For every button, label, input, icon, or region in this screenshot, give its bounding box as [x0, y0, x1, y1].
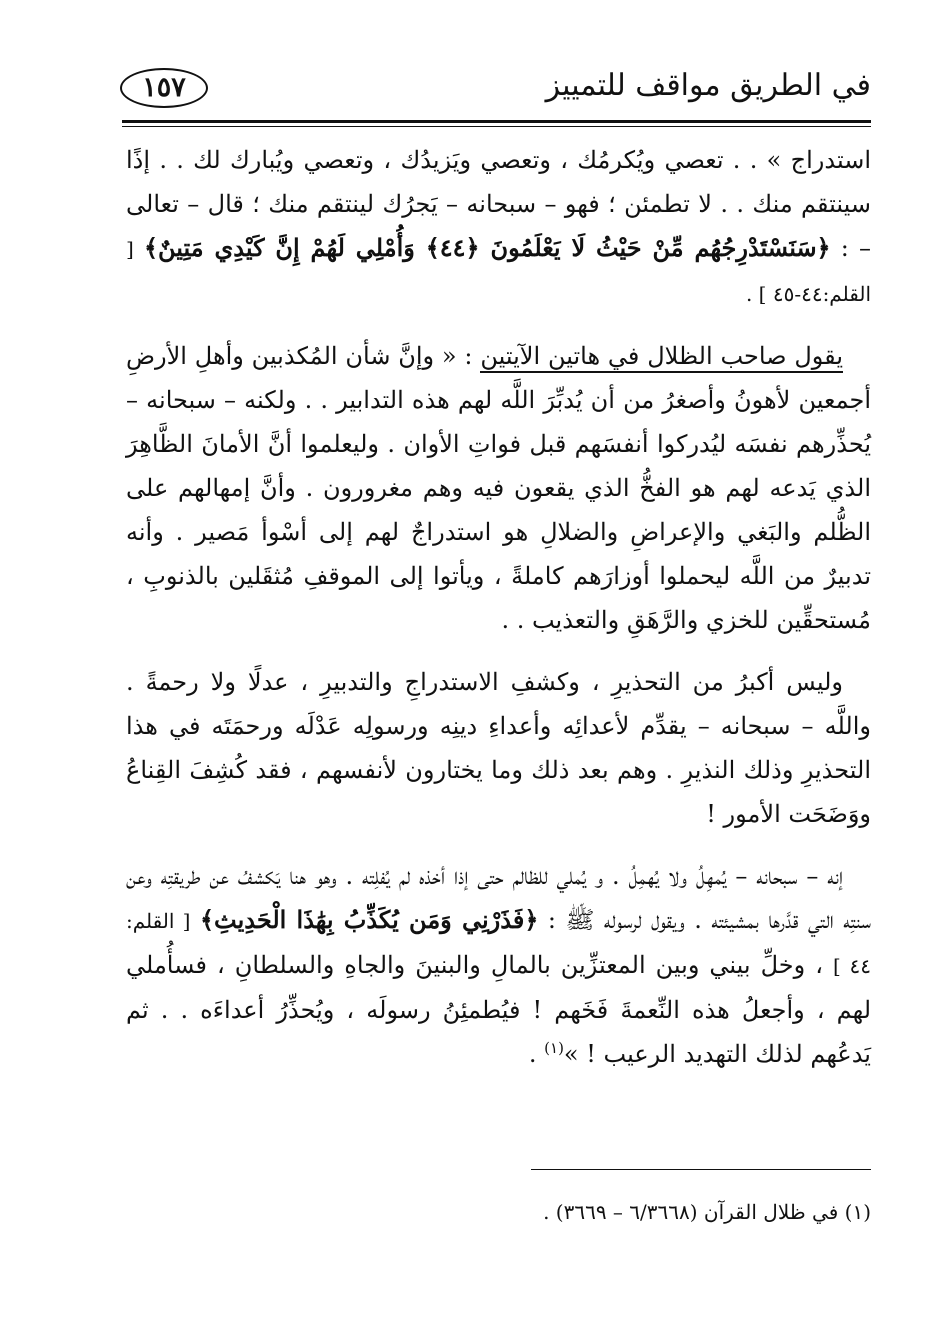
footnote-rule: [531, 1169, 871, 1170]
paragraph-4: [126, 854, 871, 1076]
verse-reference: [ القلم: ٤٤ ]: [126, 909, 871, 978]
body-text: [126, 138, 871, 1076]
paragraph-1-text: استدراج » . . تعصي ويُكرمُك ، وتعصي ويَزيدُك ، وتعصي ويُبارك لك . . إذًا سينتقم منك . . لا تطمئن ؛ فهو – سبحانه – يَجرُك لينتقم منك ؛ قال – تعالى – :: [126, 146, 871, 262]
paragraph-4-continuation: ، وخلِّ بيني وبين المعتزِّين بالمالِ والبنينَ والجاهِ والسلطانِ ، فسأُملي لهم ، وأجعلُ هذه النِّعمةَ فَخَهم ! فيُطمئِنُ رسولَه ، ويُحذِّرُ أعداءَه . . ثم يَدعُهم لذلك التهديد الرعيب ! »: [126, 951, 871, 1068]
paragraph-4-text: إنه – سبحانه – يُمهِلُ ولا يُهمِلُ . و يُملي للظالم حتى إذا أخذه لم يُفلِته . وهو هنا يَكشفُ عن طريقتِه وعن سنتِه التي قدَّرها بمشيئته . ويقول لرسوله ﷺ :: [126, 862, 871, 934]
paragraph-3: [126, 660, 871, 836]
underlined-lead: يقول صاحب الظلال في هاتين الآيتين: [480, 342, 843, 373]
header-rule: [122, 120, 871, 123]
quran-verse: ﴿سَنَسْتَدْرِجُهُم مِّنْ حَيْثُ لَا يَعْلَمُونَ ﴿٤٤﴾ وَأُمْلِي لَهُمْ إِنَّ كَيْدِي مَتِينٌ﴾: [143, 233, 831, 262]
paragraph-2: [126, 334, 871, 642]
paragraph-3-text: وليس أكبرُ من التحذيرِ ، وكشفِ الاستدراجِ والتدبيرِ ، عدلًا ولا رحمةً . واللَّه – سبحانه – يقدِّم لأعدائِه وأعداءِ دينِه ورسولِه عَدْلَه ورحمَتَه في هذا التحذيرِ وذلك النذيرِ . وهم بعد ذلك وما يختارون لأنفسهم ، فقد كُشِفَ القِناعُ ووَضَحَت الأمور !: [126, 668, 871, 828]
footnote-marker: (١): [544, 1039, 564, 1057]
running-header: [120, 58, 871, 118]
footnote: (١) في ظلال القرآن (٦/٣٦٦٨ – ٣٦٦٩) .: [543, 1200, 871, 1224]
header-rule-secondary: [122, 126, 871, 127]
quran-verse: ﴿فَذَرْنِي وَمَن يُكَذِّبُ بِهَٰذَا الْحَدِيثِ﴾: [199, 905, 539, 934]
verse-reference: [ القلم:٤٤-٤٥ ] .: [126, 237, 871, 306]
page-number: ١٥٧: [120, 68, 208, 108]
book-title: في الطريق مواقف للتمييز: [545, 68, 871, 103]
paragraph-2-text: : « وإنَّ شأن المُكذبين وأهلِ الأرضِ أجمعين لأهونُ وأصغرُ من أن يُدبِّرَ اللَّه لهم هذه التدابير . . ولكنه – سبحانه – يُحذِّرهم نفسَه ليُدركوا أنفسَهم قبل فواتِ الأوان . وليعلموا أنَّ الأمانَ الظَّاهِرَ الذي يَدعه لهم هو الفخُّ الذي يقعون فيه وهم مغرورون . وأنَّ إمهالهم على الظُّلم والبَغي والإعراضِ والضلالِ هو استدراجٌ لهم إلى أسْوأ مَصير . وأنه تدبيرٌ من اللَّه ليحملوا أوزارَهم كاملةً ، ويأتوا إلى الموقفِ مُثقَلين بالذنوبِ ، مُستحقِّين للخزي والرَّهَقِ والتعذيب . .: [126, 342, 871, 634]
paragraph-4-tail: .: [528, 1040, 537, 1068]
paragraph-1: [126, 138, 871, 316]
